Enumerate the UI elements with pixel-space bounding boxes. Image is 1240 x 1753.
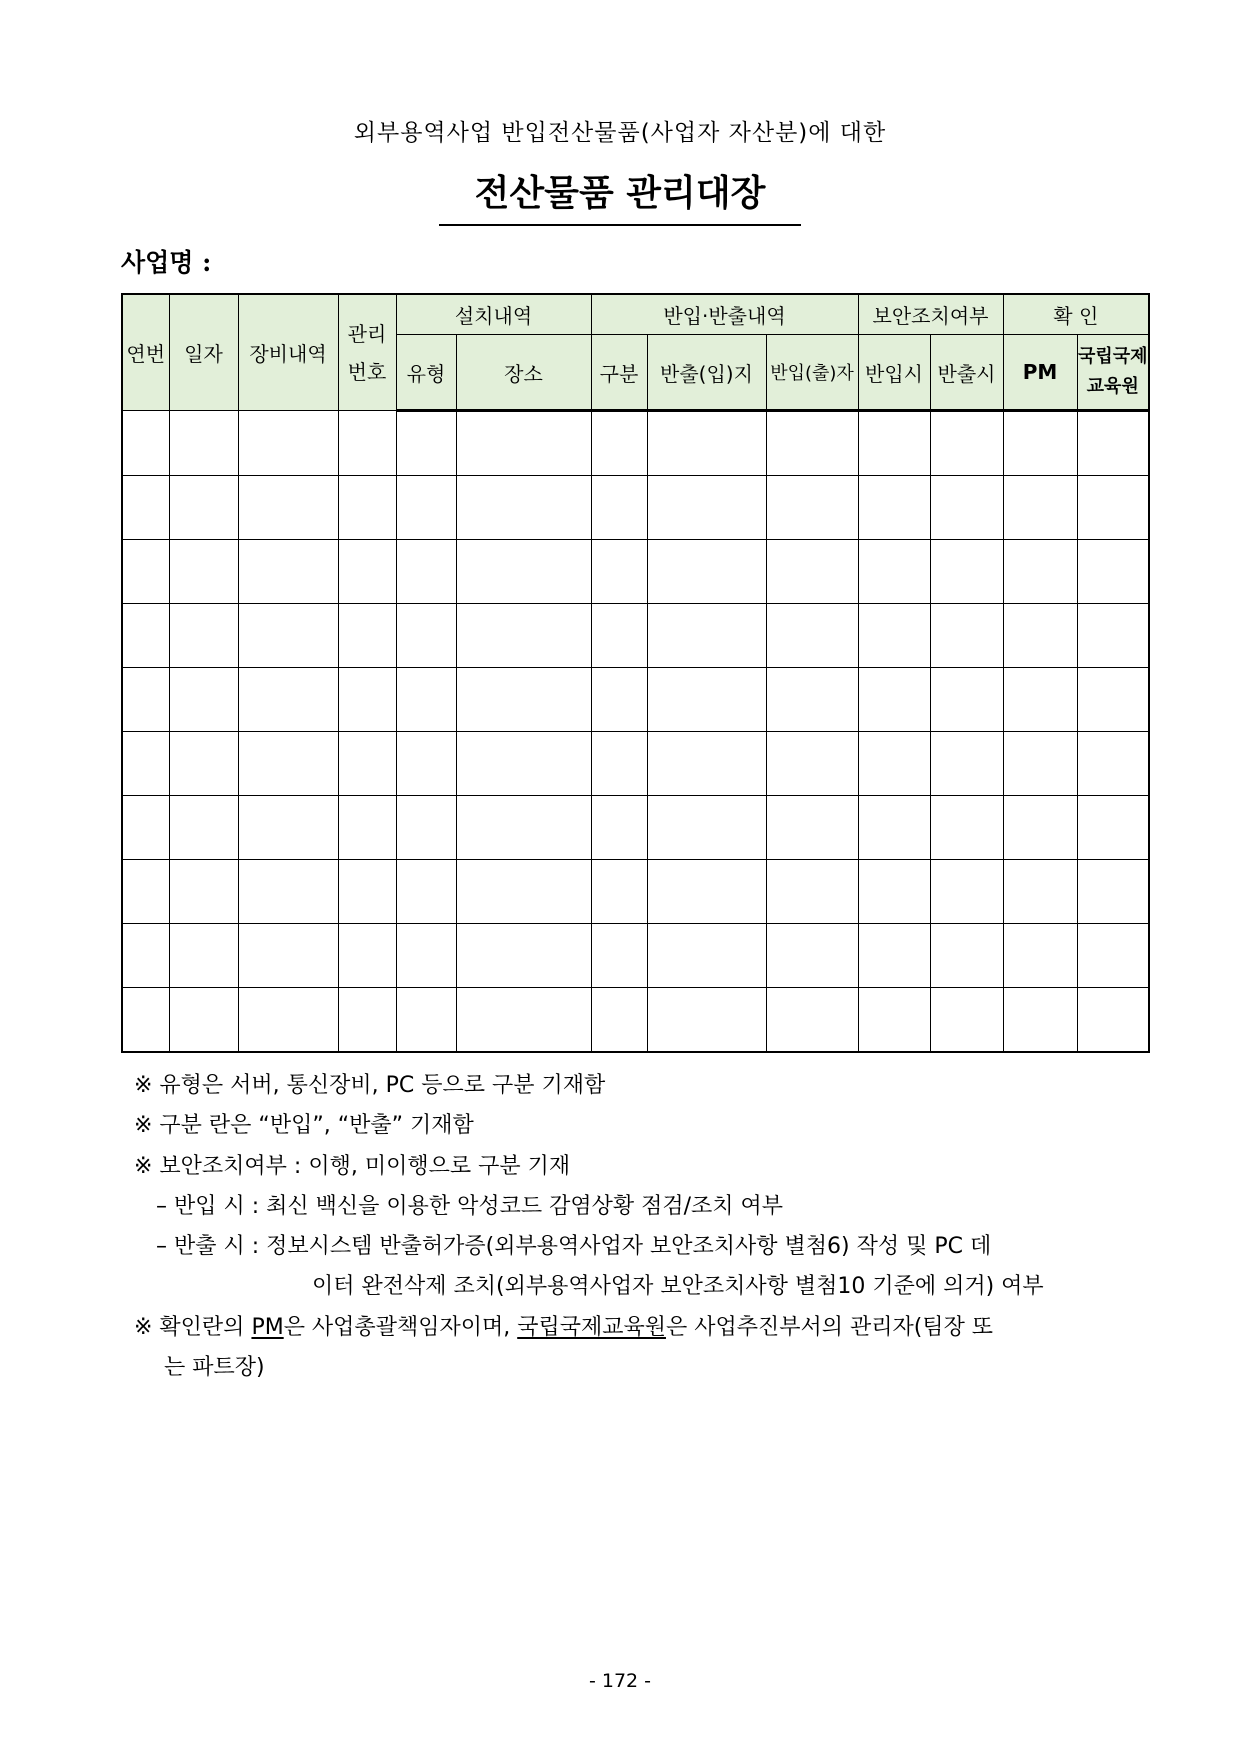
table-cell[interactable] bbox=[1003, 988, 1077, 1053]
table-cell[interactable] bbox=[930, 860, 1003, 924]
table-cell[interactable] bbox=[396, 924, 456, 988]
table-row bbox=[122, 476, 1149, 540]
table-cell[interactable] bbox=[930, 604, 1003, 668]
header-confirm: 확 인 bbox=[1003, 294, 1149, 335]
table-cell[interactable] bbox=[238, 924, 338, 988]
table-cell[interactable] bbox=[456, 732, 591, 796]
table-cell[interactable] bbox=[858, 668, 930, 732]
table-row bbox=[122, 924, 1149, 988]
table-cell[interactable] bbox=[930, 668, 1003, 732]
table-cell[interactable] bbox=[122, 796, 169, 860]
table-cell[interactable] bbox=[1077, 411, 1149, 476]
table-cell[interactable] bbox=[122, 732, 169, 796]
table-cell[interactable] bbox=[169, 860, 238, 924]
table-cell[interactable] bbox=[456, 476, 591, 540]
table-cell[interactable] bbox=[396, 732, 456, 796]
page-number: - 172 - bbox=[588, 1670, 652, 1692]
management-ledger-table bbox=[121, 293, 1150, 1053]
note-category: ※ 구분 란은 “반입”, “반출” 기재함 bbox=[134, 1113, 474, 1139]
table-cell[interactable] bbox=[238, 476, 338, 540]
table-cell[interactable] bbox=[930, 988, 1003, 1053]
table-cell[interactable] bbox=[766, 668, 858, 732]
table-cell[interactable] bbox=[456, 540, 591, 604]
table-row bbox=[122, 604, 1149, 668]
table-cell[interactable] bbox=[238, 604, 338, 668]
header-security: 보안조치여부 bbox=[858, 294, 1003, 335]
header-out-in-place: 반출(입)지 bbox=[647, 335, 766, 411]
note-on-out-cont: 이터 완전삭제 조치(외부용역사업자 보안조치사항 별첨10 기준에 의거) 여부 bbox=[312, 1274, 1044, 1300]
table-cell[interactable] bbox=[1077, 732, 1149, 796]
table-row bbox=[122, 796, 1149, 860]
table-cell[interactable] bbox=[766, 411, 858, 476]
header-type: 유형 bbox=[396, 335, 456, 411]
document-title: 전산물품 관리대장 bbox=[439, 165, 801, 226]
table-cell[interactable] bbox=[858, 988, 930, 1053]
table-cell[interactable] bbox=[122, 476, 169, 540]
table-cell[interactable] bbox=[122, 668, 169, 732]
header-location: 장소 bbox=[456, 335, 591, 411]
table-cell[interactable] bbox=[1003, 796, 1077, 860]
table-cell[interactable] bbox=[238, 668, 338, 732]
note-type: ※ 유형은 서버, 통신장비, PC 등으로 구분 기재함 bbox=[134, 1073, 606, 1098]
table-cell[interactable] bbox=[396, 668, 456, 732]
table-cell[interactable] bbox=[766, 476, 858, 540]
table-row bbox=[122, 668, 1149, 732]
table-cell[interactable] bbox=[858, 604, 930, 668]
table-cell[interactable] bbox=[396, 540, 456, 604]
table-cell[interactable] bbox=[169, 732, 238, 796]
table-row bbox=[122, 732, 1149, 796]
table-row bbox=[122, 988, 1149, 1053]
table-cell[interactable] bbox=[766, 796, 858, 860]
table-cell[interactable] bbox=[1003, 411, 1077, 476]
table-cell[interactable] bbox=[122, 604, 169, 668]
table-cell[interactable] bbox=[647, 476, 766, 540]
table-cell[interactable] bbox=[456, 796, 591, 860]
table-cell[interactable] bbox=[766, 924, 858, 988]
table-cell[interactable] bbox=[647, 988, 766, 1053]
table-cell[interactable] bbox=[396, 988, 456, 1053]
table-cell[interactable] bbox=[169, 924, 238, 988]
header-no: 연번 bbox=[122, 294, 169, 411]
table-cell[interactable] bbox=[591, 604, 647, 668]
header-in-out-person: 반입(출)자 bbox=[766, 335, 858, 411]
table-cell[interactable] bbox=[591, 540, 647, 604]
table-cell[interactable] bbox=[858, 411, 930, 476]
table-cell[interactable] bbox=[456, 860, 591, 924]
table-cell[interactable] bbox=[169, 796, 238, 860]
note-confirm-cont: 는 파트장) bbox=[164, 1355, 265, 1381]
table-cell[interactable] bbox=[1077, 476, 1149, 540]
table-cell[interactable] bbox=[238, 796, 338, 860]
table-cell[interactable] bbox=[858, 924, 930, 988]
table-cell[interactable] bbox=[1003, 604, 1077, 668]
table-cell[interactable] bbox=[456, 988, 591, 1053]
table-cell[interactable] bbox=[338, 732, 396, 796]
note-on-in: – 반입 시 : 최신 백신을 이용한 악성코드 감염상황 점검/조치 여부 bbox=[156, 1193, 784, 1219]
table-cell[interactable] bbox=[338, 924, 396, 988]
table-cell[interactable] bbox=[1003, 540, 1077, 604]
table-cell[interactable] bbox=[930, 540, 1003, 604]
header-on-out: 반출시 bbox=[930, 335, 1003, 411]
table-cell[interactable] bbox=[238, 732, 338, 796]
header-niied: 국립국제 교육원 bbox=[1077, 335, 1149, 411]
header-equipment: 장비내역 bbox=[238, 294, 338, 411]
table-cell[interactable] bbox=[169, 988, 238, 1053]
table-cell[interactable] bbox=[647, 732, 766, 796]
table-cell[interactable] bbox=[591, 988, 647, 1053]
table-cell[interactable] bbox=[591, 924, 647, 988]
table-cell[interactable] bbox=[591, 860, 647, 924]
table-cell[interactable] bbox=[396, 796, 456, 860]
table-cell[interactable] bbox=[456, 924, 591, 988]
table-row bbox=[122, 411, 1149, 476]
table-cell[interactable] bbox=[930, 411, 1003, 476]
table-cell[interactable] bbox=[122, 540, 169, 604]
table-cell[interactable] bbox=[338, 476, 396, 540]
table-cell[interactable] bbox=[647, 411, 766, 476]
table-cell[interactable] bbox=[766, 732, 858, 796]
table-cell[interactable] bbox=[1003, 732, 1077, 796]
table-cell[interactable] bbox=[1077, 540, 1149, 604]
project-name-label: 사업명 : bbox=[121, 248, 212, 277]
table-cell[interactable] bbox=[456, 411, 591, 476]
table-cell[interactable] bbox=[238, 860, 338, 924]
table-cell[interactable] bbox=[338, 860, 396, 924]
table-cell[interactable] bbox=[338, 988, 396, 1053]
table-cell[interactable] bbox=[858, 476, 930, 540]
table-cell[interactable] bbox=[858, 796, 930, 860]
table-cell[interactable] bbox=[169, 604, 238, 668]
table-row bbox=[122, 540, 1149, 604]
table-cell[interactable] bbox=[1003, 924, 1077, 988]
table-cell[interactable] bbox=[930, 732, 1003, 796]
table-cell[interactable] bbox=[238, 411, 338, 476]
table-cell[interactable] bbox=[396, 860, 456, 924]
table-cell[interactable] bbox=[456, 604, 591, 668]
table-cell[interactable] bbox=[930, 924, 1003, 988]
table-cell[interactable] bbox=[647, 540, 766, 604]
table-cell[interactable] bbox=[858, 540, 930, 604]
table-cell[interactable] bbox=[122, 924, 169, 988]
table-cell[interactable] bbox=[338, 668, 396, 732]
note-niied: 국립국제교육원 bbox=[517, 1314, 666, 1340]
note-pm: PM bbox=[251, 1314, 284, 1340]
table-cell[interactable] bbox=[766, 860, 858, 924]
table-cell[interactable] bbox=[169, 476, 238, 540]
document-subtitle: 외부용역사업 반입전산물품(사업자 자산분)에 대한 bbox=[353, 120, 887, 146]
header-install: 설치내역 bbox=[396, 294, 591, 335]
table-cell[interactable] bbox=[338, 411, 396, 476]
table-cell[interactable] bbox=[122, 860, 169, 924]
table-cell[interactable] bbox=[591, 476, 647, 540]
table-cell[interactable] bbox=[1077, 924, 1149, 988]
note-text: 은 사업총괄책임자이며, bbox=[283, 1314, 518, 1340]
table-cell[interactable] bbox=[647, 668, 766, 732]
table-cell[interactable] bbox=[396, 604, 456, 668]
header-mgmt-no: 관리 번호 bbox=[338, 294, 396, 411]
header-pm: PM bbox=[1003, 335, 1077, 411]
table-cell[interactable] bbox=[338, 796, 396, 860]
table-cell[interactable] bbox=[858, 860, 930, 924]
table-cell[interactable] bbox=[647, 924, 766, 988]
note-security: ※ 보안조치여부 : 이행, 미이행으로 구분 기재 bbox=[134, 1153, 571, 1179]
header-inout: 반입·반출내역 bbox=[591, 294, 858, 335]
table-cell[interactable] bbox=[858, 732, 930, 796]
table-cell[interactable] bbox=[1077, 668, 1149, 732]
table-cell[interactable] bbox=[591, 796, 647, 860]
table-cell[interactable] bbox=[338, 540, 396, 604]
header-category: 구분 bbox=[591, 335, 647, 411]
table-cell[interactable] bbox=[766, 988, 858, 1053]
table-cell[interactable] bbox=[1003, 476, 1077, 540]
table-cell[interactable] bbox=[122, 988, 169, 1053]
table-cell[interactable] bbox=[930, 796, 1003, 860]
note-confirm bbox=[134, 1308, 1044, 1348]
table-cell[interactable] bbox=[647, 860, 766, 924]
table-cell[interactable] bbox=[338, 604, 396, 668]
table-cell[interactable] bbox=[456, 668, 591, 732]
table-body bbox=[122, 411, 1149, 1053]
table-cell[interactable] bbox=[1003, 668, 1077, 732]
table-cell[interactable] bbox=[647, 604, 766, 668]
notes bbox=[134, 1066, 1044, 1388]
table-cell[interactable] bbox=[1077, 796, 1149, 860]
note-on-out: – 반출 시 : 정보시스템 반출허가증(외부용역사업자 보안조치사항 별첨6) 작성 및 PC 데 bbox=[156, 1234, 992, 1260]
note-text: 은 사업추진부서의 관리자(팀장 또 bbox=[665, 1314, 994, 1340]
table-cell[interactable] bbox=[591, 411, 647, 476]
table-cell[interactable] bbox=[396, 411, 456, 476]
table-cell[interactable] bbox=[591, 668, 647, 732]
table-cell[interactable] bbox=[766, 604, 858, 668]
table-cell[interactable] bbox=[930, 476, 1003, 540]
table-cell[interactable] bbox=[766, 540, 858, 604]
table-row bbox=[122, 860, 1149, 924]
table-cell[interactable] bbox=[1077, 988, 1149, 1053]
table-cell[interactable] bbox=[1077, 604, 1149, 668]
table-cell[interactable] bbox=[238, 540, 338, 604]
table-cell[interactable] bbox=[591, 732, 647, 796]
note-text: ※ 확인란의 bbox=[134, 1314, 252, 1340]
table-cell[interactable] bbox=[1003, 860, 1077, 924]
table-cell[interactable] bbox=[169, 668, 238, 732]
table-cell[interactable] bbox=[1077, 860, 1149, 924]
table-cell[interactable] bbox=[169, 540, 238, 604]
header-on-in: 반입시 bbox=[858, 335, 930, 411]
table-cell[interactable] bbox=[169, 411, 238, 476]
header-date: 일자 bbox=[169, 294, 238, 411]
table-cell[interactable] bbox=[238, 988, 338, 1053]
table-cell[interactable] bbox=[396, 476, 456, 540]
table-cell[interactable] bbox=[647, 796, 766, 860]
table-cell[interactable] bbox=[122, 411, 169, 476]
